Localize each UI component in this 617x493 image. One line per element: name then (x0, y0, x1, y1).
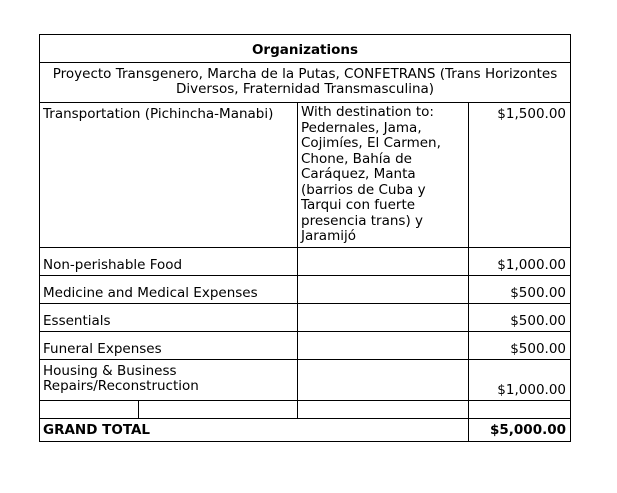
item-amount: $500.00 (469, 331, 571, 359)
table-row (40, 103, 571, 248)
empty-cell (469, 400, 571, 418)
grand-total-row (40, 418, 571, 441)
table-row (40, 247, 571, 275)
table-row (40, 331, 571, 359)
item-amount: $1,500.00 (469, 103, 571, 248)
table-row (40, 275, 571, 303)
cell-divider (138, 401, 139, 418)
item-label: Funeral Expenses (40, 331, 298, 359)
item-amount: $1,000.00 (469, 359, 571, 400)
empty-cell (40, 400, 298, 418)
item-amount: $500.00 (469, 275, 571, 303)
item-label: Transportation (Pichincha-Manabi) (40, 103, 298, 248)
organizations-row (40, 63, 571, 103)
item-note (298, 359, 469, 400)
title-row (40, 35, 571, 63)
table-row (40, 359, 571, 400)
item-amount: $500.00 (469, 303, 571, 331)
empty-row (40, 400, 571, 418)
table-title: Organizations (40, 35, 571, 63)
item-label: Medicine and Medical Expenses (40, 275, 298, 303)
item-note: With destination to: Pedernales, Jama, Cojimíes, El Carmen, Chone, Bahía de Caráquez, Manta (barrios de Cuba y Tarqui con fuerte presencia trans) y Jaramijó (298, 103, 469, 248)
organizations-list: Proyecto Transgenero, Marcha de la Putas, CONFETRANS (Trans Horizontes Diversos, Fraternidad Transmasculina) (40, 63, 571, 103)
table-row (40, 303, 571, 331)
item-label: Non-perishable Food (40, 247, 298, 275)
budget-table (39, 34, 571, 442)
grand-total-amount: $5,000.00 (469, 418, 571, 441)
item-note (298, 331, 469, 359)
item-amount: $1,000.00 (469, 247, 571, 275)
item-label: Housing & Business Repairs/Reconstruction (40, 359, 298, 400)
item-note (298, 275, 469, 303)
item-label: Essentials (40, 303, 298, 331)
item-note (298, 303, 469, 331)
grand-total-label: GRAND TOTAL (40, 418, 469, 441)
empty-cell (298, 400, 469, 418)
item-note (298, 247, 469, 275)
